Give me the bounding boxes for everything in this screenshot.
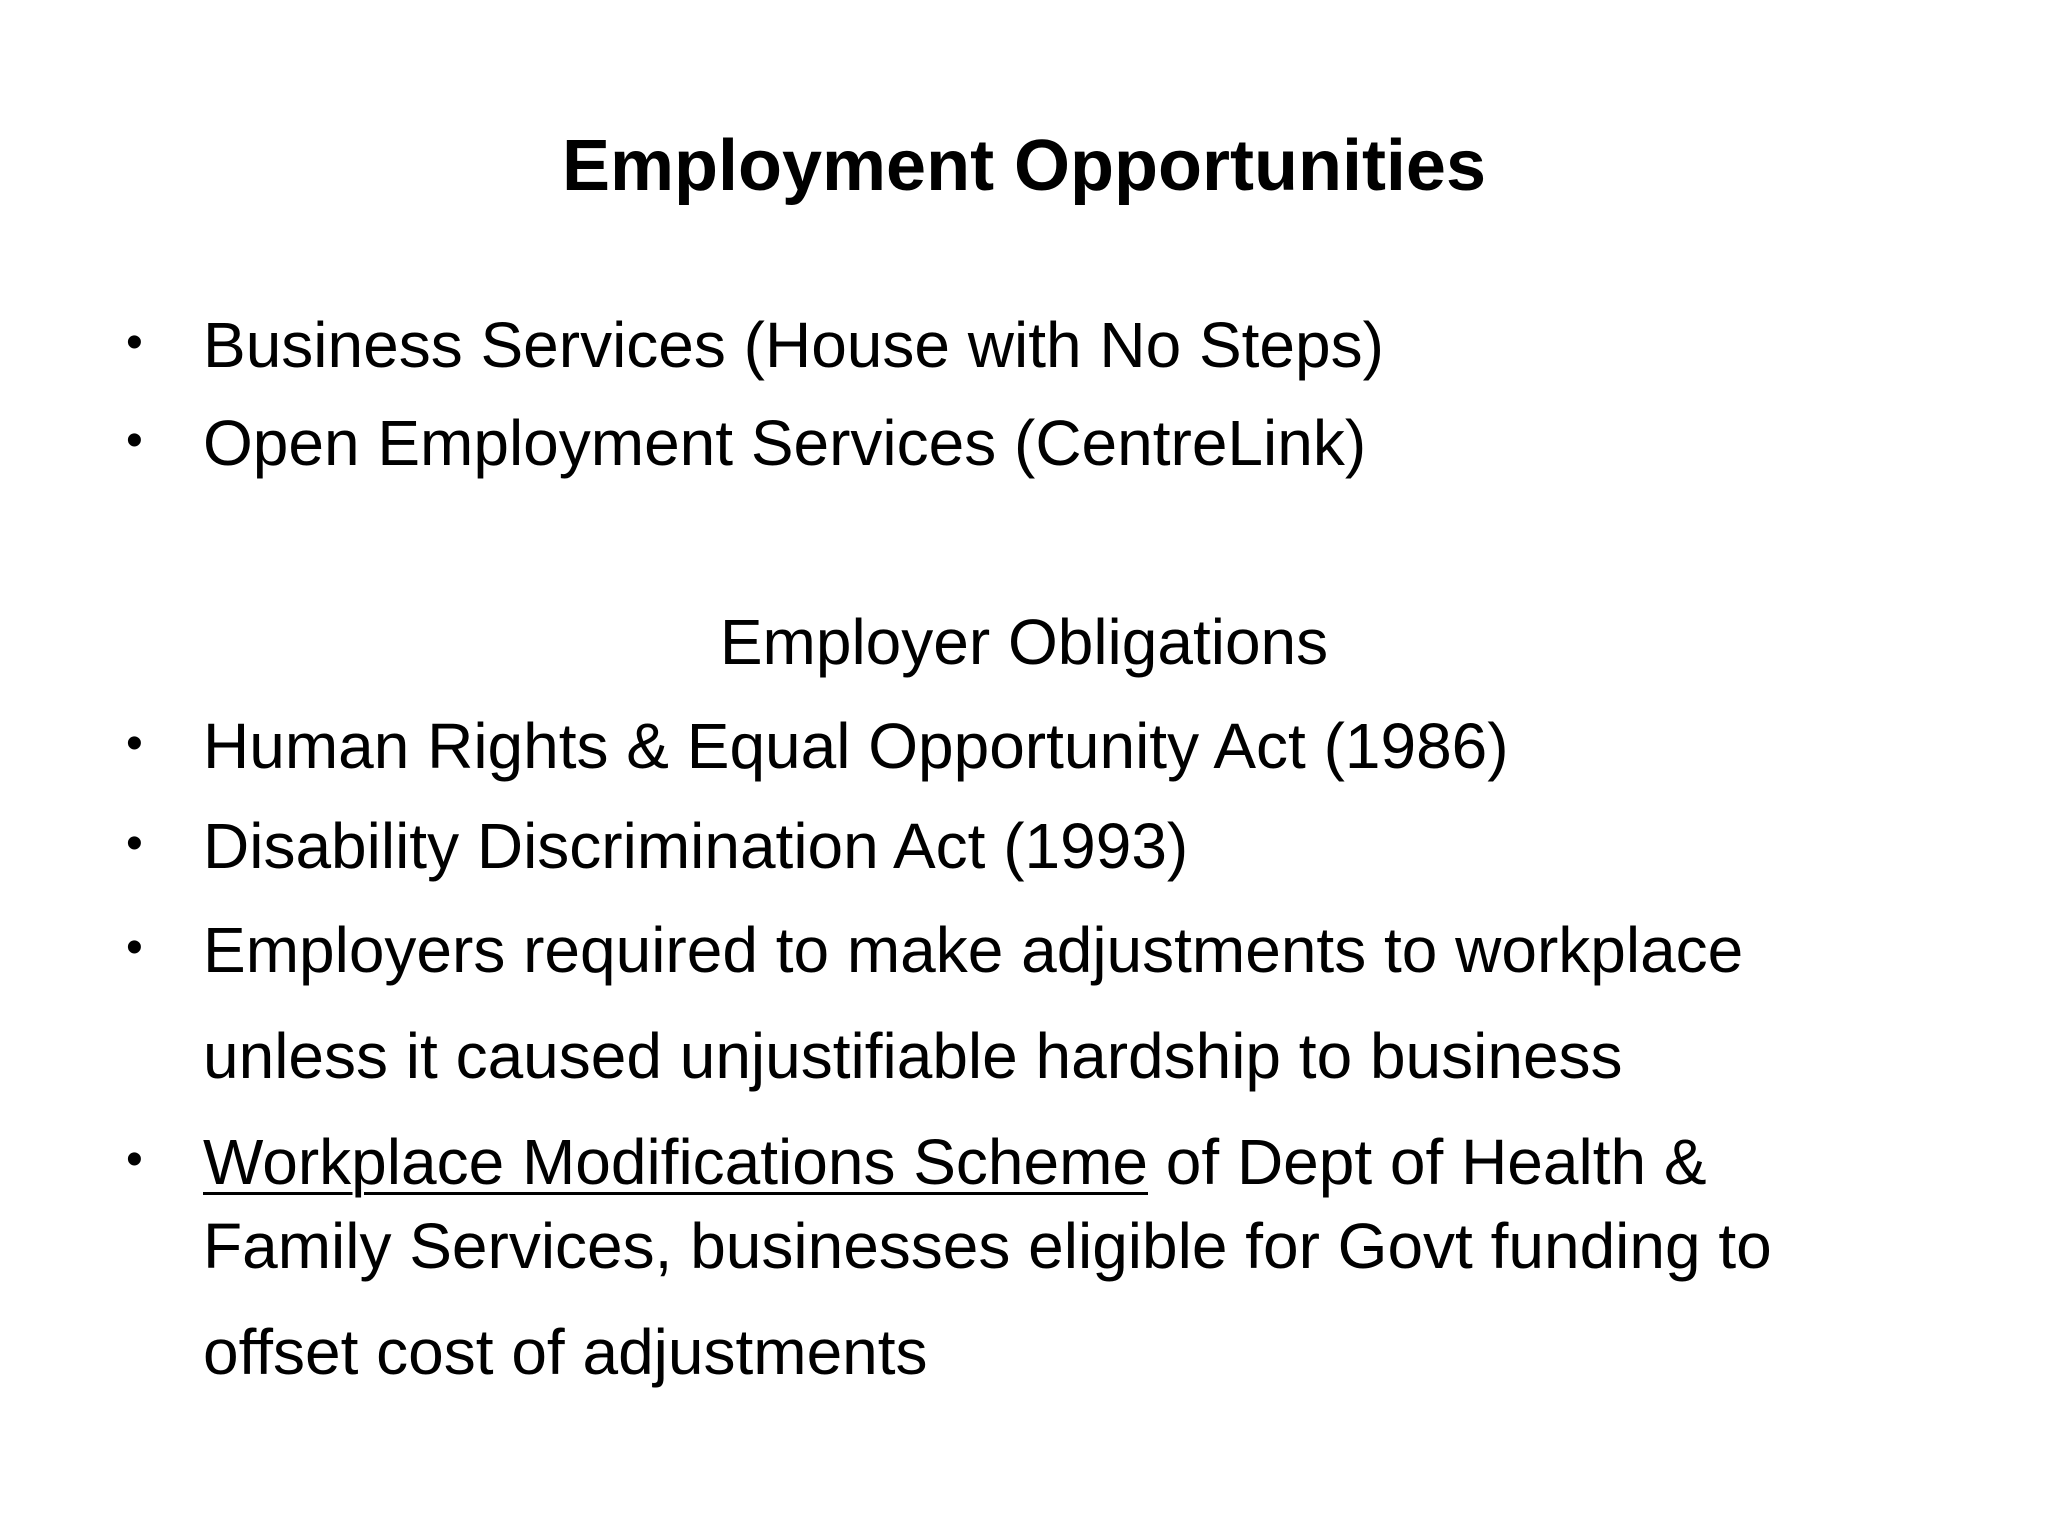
bullet-text: Disability Discrimination Act (1993) bbox=[203, 810, 1189, 882]
bullet-text-line-1-rest: of Dept of Health & bbox=[1148, 1126, 1707, 1198]
bullet-marker: • bbox=[126, 1133, 143, 1186]
bullet-text-line-3: offset cost of adjustments bbox=[203, 1316, 928, 1388]
bullet-marker: • bbox=[126, 717, 143, 770]
bullet-text: Business Services (House with No Steps) bbox=[203, 309, 1384, 381]
bullet-text-line-1 bbox=[203, 1122, 1923, 1202]
bullet-marker: • bbox=[126, 817, 143, 870]
slide-title: Employment Opportunities bbox=[561, 126, 1487, 206]
bullet-text: Open Employment Services (CentreLink) bbox=[203, 407, 1367, 479]
workplace-modifications-scheme-link[interactable]: Workplace Modifications Scheme bbox=[203, 1126, 1148, 1198]
bullet-marker: • bbox=[126, 921, 143, 974]
bullet-text-line-2: unless it caused unjustifiable hardship to business bbox=[203, 1020, 1623, 1092]
bullet-marker: • bbox=[126, 414, 143, 467]
bullet-text-line-1: Employers required to make adjustments to workplace bbox=[203, 914, 1744, 986]
section-subheading: Employer Obligations bbox=[719, 606, 1329, 678]
bullet-marker: • bbox=[126, 316, 143, 369]
bullet-text: Human Rights & Equal Opportunity Act (1986) bbox=[203, 710, 1509, 782]
bullet-text-line-2: Family Services, businesses eligible for Govt funding to bbox=[203, 1210, 1772, 1282]
